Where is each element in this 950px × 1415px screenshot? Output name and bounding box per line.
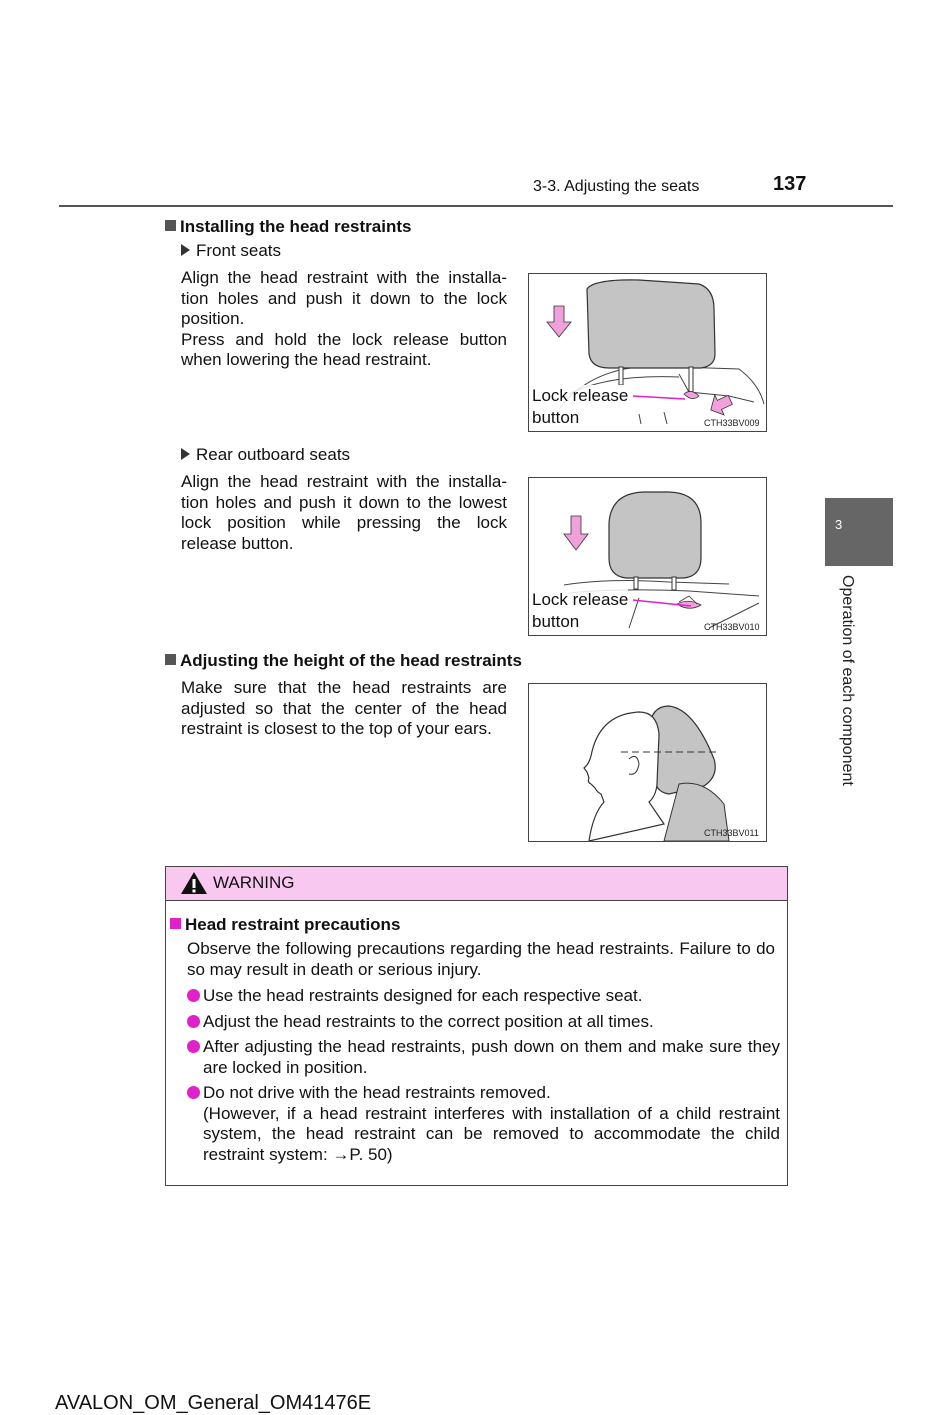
warning-header bbox=[166, 867, 787, 901]
triangle-bullet-icon bbox=[181, 244, 190, 256]
pink-dot-icon bbox=[187, 1040, 200, 1053]
header-divider bbox=[59, 205, 893, 207]
rear-seats-text: Align the head restraint with the installa-tion holes and push it down to the lowest lock position while pressing the lock release button. bbox=[181, 472, 507, 553]
figure-rear-seat-restraint bbox=[528, 477, 767, 636]
adjust-heading: Adjusting the height of the head restraints bbox=[165, 651, 522, 671]
pink-dot-icon bbox=[187, 989, 200, 1002]
section-title: 3-3. Adjusting the seats bbox=[533, 178, 700, 195]
list-item: Use the head restraints designed for each respective seat. bbox=[187, 986, 780, 1007]
warning-title: WARNING bbox=[213, 873, 295, 892]
front-seats-text: Align the head restraint with the installa-tion holes and push it down to the lock position. Press and hold the lock release button when lowering the head restraint. bbox=[181, 268, 507, 369]
figure-code: CTH33BV009 bbox=[704, 418, 760, 428]
figure-head-position bbox=[528, 683, 767, 842]
square-bullet-icon bbox=[165, 220, 176, 231]
pink-square-bullet-icon bbox=[170, 918, 181, 929]
adjust-text: Make sure that the head restraints are adjusted so that the center of the head restraint is closest to the top of your ears. bbox=[181, 678, 507, 738]
figure-front-seat-restraint bbox=[528, 273, 767, 432]
lock-release-label: Lock release button bbox=[532, 386, 629, 427]
warning-box bbox=[165, 866, 788, 1186]
list-item: After adjusting the head restraints, push down on them and make sure they are locked in position. bbox=[187, 1037, 780, 1078]
square-bullet-icon bbox=[165, 654, 176, 665]
figure-code: CTH33BV011 bbox=[704, 828, 759, 838]
warning-intro: Observe the following precautions regarding the head restraints. Failure to do so may result in death or serious injury. bbox=[187, 939, 775, 979]
figure-code: CTH33BV010 bbox=[704, 622, 760, 632]
pink-dot-icon bbox=[187, 1015, 200, 1028]
front-seats-heading: Front seats bbox=[181, 241, 281, 261]
document-id: AVALON_OM_General_OM41476E bbox=[55, 1392, 372, 1414]
warning-bullet-list bbox=[187, 986, 780, 1165]
warning-note: (However, if a head restraint interferes with installation of a child restraint system, the head restraint can be removed to accommodate the child restraint system: →P. 50) bbox=[203, 1103, 780, 1164]
triangle-bullet-icon bbox=[181, 448, 190, 460]
warning-subheading: Head restraint precautions bbox=[170, 915, 400, 935]
pink-dot-icon bbox=[187, 1086, 200, 1099]
rear-seats-heading: Rear outboard seats bbox=[181, 445, 350, 465]
chapter-label: Operation of each component bbox=[839, 575, 856, 786]
list-item: Do not drive with the head restraints removed. (However, if a head restraint interferes with installation of a child restraint system, the head restraint can be removed to accommodate the child restraint system: →P. 50) bbox=[187, 1083, 780, 1165]
install-heading: Installing the head restraints bbox=[165, 217, 411, 237]
list-item: Adjust the head restraints to the correct position at all times. bbox=[187, 1012, 780, 1033]
warning-triangle-icon bbox=[180, 871, 208, 895]
page-number: 137 bbox=[773, 173, 807, 195]
chapter-number: 3 bbox=[835, 517, 843, 532]
lock-release-label: Lock release button bbox=[532, 590, 629, 631]
head-position-illustration bbox=[529, 684, 766, 841]
chapter-tab bbox=[825, 498, 893, 566]
